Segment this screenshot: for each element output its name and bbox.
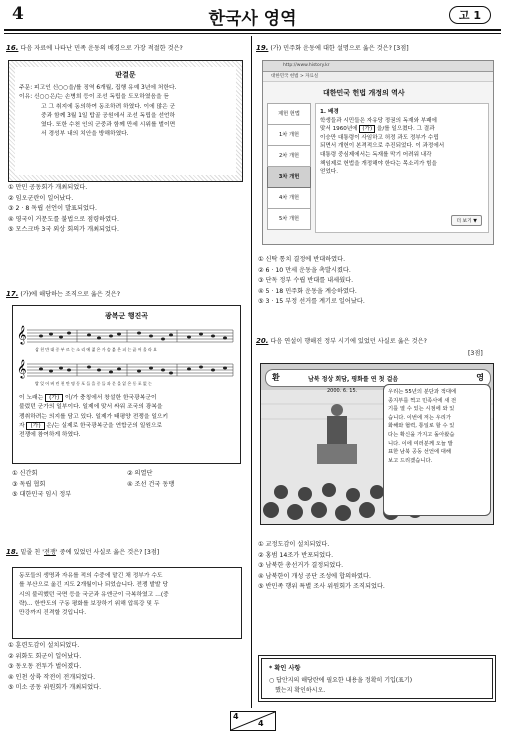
verdict-order-text: 피고인 신○○을/를 징역 6개월, 집행 유예 3년에 처한다. — [34, 85, 177, 91]
verdict-body — [15, 80, 236, 140]
answer-option[interactable]: ⑤ 대한민국 임시 정부 — [12, 491, 72, 498]
notice-line: ○ 답안지의 해당란에 필요한 내용을 정확히 기입(표기) — [269, 677, 413, 684]
speech-text — [13, 568, 241, 622]
grade-badge: 고 1 — [449, 6, 491, 24]
article-section-heading: 1. 배경 — [320, 109, 339, 115]
bubble-line: 니다. 이에 여러분께 오늘 발 — [388, 440, 453, 447]
question-18-text: ' 중에 있었던 사실로 옳은 것은? [3점] — [55, 549, 160, 556]
verdict-title: 판결문 — [115, 71, 136, 79]
blank-ga: (가) — [359, 125, 375, 133]
tab-revision[interactable]: 2차 개헌 — [267, 146, 311, 167]
answer-option[interactable]: ③ 남북한 총선거가 결정되었다. — [258, 562, 344, 569]
question-20-stem — [256, 337, 500, 346]
song-box — [12, 305, 241, 464]
desc-line: 불렀던 군가의 일부이다. 일제에 맞서 싸워 조국의 광복을 — [19, 404, 163, 411]
answer-option[interactable]: ④ 남북한이 개성 공단 조성에 합의하였다. — [258, 572, 371, 580]
article-panel — [315, 103, 489, 233]
answer-option[interactable]: ⑤ 모스크바 3국 외상 회의가 개최되었다. — [8, 226, 119, 233]
bubble-line: 습니다. 이번에 저는 우리가 — [388, 414, 452, 421]
question-20-number: 20. — [256, 337, 269, 345]
question-19-stem — [256, 44, 500, 53]
browser-address-bar[interactable]: http://www.history.kr — [263, 61, 493, 72]
speech-line: 를 부산으로 옮긴 지도 2개월이나 되었습니다. 전쟁 발발 당 — [19, 582, 169, 589]
verdict-label-order: 주문: — [19, 85, 34, 91]
answer-option[interactable]: ② 6 · 10 만세 운동을 촉발시켰다. — [258, 266, 351, 274]
notice-box — [258, 655, 496, 702]
song-lyric-line: 밥 잊 어 버 린 천 만 명 동 포 들 을 중 들 과 문 을 잃 은 동 포 없 는 — [35, 381, 152, 386]
svg-text:𝄞: 𝄞 — [17, 325, 27, 344]
banner-text: 남북 정상 회담, 평화를 연 첫 걸음 — [308, 376, 399, 383]
answer-option[interactable]: ② 임오군란이 일어났다. — [8, 194, 74, 202]
question-19-number: 19. — [256, 44, 269, 52]
question-19-text: (가) 민주화 운동에 대한 설명으로 옳은 것은? [3점] — [270, 45, 409, 52]
verdict-line: 고 그 취지에 동의하여 동조하려 하였다. 이에 많은 군 — [41, 103, 176, 110]
article-line: 얻었다. — [320, 169, 338, 176]
revision-tab-list — [267, 103, 311, 230]
answer-option[interactable]: ⑤ 3 · 15 부정 선거를 계기로 일어났다. — [258, 298, 365, 305]
answer-option[interactable]: ③ 단독 정부 수립 반대를 내세웠다. — [258, 277, 354, 284]
answer-option[interactable]: ④ 조선 건국 동맹 — [127, 480, 175, 488]
tab-revision[interactable]: 제헌 헌법 — [267, 103, 311, 125]
speech-line: 략)… 한반도의 구동 평화를 보장하기 위해 압록강 및 두 — [19, 600, 160, 607]
verdict-frame — [8, 60, 243, 182]
answer-option[interactable]: ① 훈련도감이 설치되었다. — [8, 642, 80, 649]
answer-option[interactable]: ① 교정도감이 설치되었다. — [258, 541, 330, 548]
answer-option[interactable]: ⑤ 미소 공동 위원회가 개최되었다. — [8, 684, 102, 691]
desc-text: 이 노래는 — [19, 395, 46, 401]
browser-window — [262, 60, 494, 245]
article-line: 이승만 대통령이 사임하고 허정 과도 정부가 수립 — [320, 134, 439, 141]
desc-line: 전쟁에 참여하게 하였다. — [19, 432, 81, 439]
page-title: 한국사 영역 — [208, 9, 297, 29]
question-17-options-right — [127, 469, 242, 490]
verdict-box — [15, 67, 236, 175]
question-16-number: 16. — [6, 44, 19, 52]
question-17-number: 17. — [6, 290, 19, 298]
answer-option[interactable]: ② 위화도 회군이 일어났다. — [8, 652, 82, 660]
banner-left-glyph: 환 — [272, 373, 280, 382]
answer-option[interactable]: ② 홍범 14조가 반포되었다. — [258, 551, 334, 559]
answer-option[interactable]: ① 신간회 — [12, 470, 38, 477]
question-18-options — [8, 641, 246, 694]
answer-option[interactable]: ④ 인천 상륙 작전이 전개되었다. — [8, 673, 96, 681]
bubble-line: 다는 확신을 가지고 돌아왔습 — [388, 431, 455, 438]
desc-line: 쟁취하려는 의지를 담고 있다. 일제가 태평양 전쟁을 일으키 — [19, 413, 169, 420]
answer-option[interactable]: ③ 독립 협회 — [12, 480, 46, 488]
question-18-underlined: 전쟁 — [43, 549, 56, 556]
article-line: 학생들과 시민들은 자유당 정권의 독재와 부패에 — [320, 117, 437, 124]
page-number: 4 — [12, 4, 24, 24]
tab-revision[interactable]: 5차 개헌 — [267, 209, 311, 230]
footer-total-pages: 4 — [258, 719, 264, 728]
verdict-label-reason: 이유: — [19, 94, 34, 101]
question-17-text: (가)에 해당하는 조직으로 옳은 것은? — [20, 291, 121, 298]
desc-line — [19, 422, 235, 431]
blank-ga: (가) — [26, 422, 44, 430]
article-text: 을/를 일으켰다. 그 결과 — [375, 126, 435, 133]
article-line: 대통령 중심제에서는 독재를 막기 어려워 내각 — [320, 151, 432, 158]
question-19-options — [258, 255, 498, 308]
speech-line: 만강까지 진격할 것입니다. — [19, 610, 87, 617]
notice-title: * 확인 사항 — [269, 665, 301, 672]
song-description — [19, 394, 235, 440]
more-button[interactable]: 더 보기 ▼ — [451, 215, 482, 226]
banner-right-glyph: 영 — [476, 373, 484, 382]
question-20-points: [3점] — [468, 350, 483, 357]
verdict-line — [19, 84, 232, 93]
verdict-line — [19, 93, 232, 102]
answer-option[interactable]: ③ 2 · 8 독립 선언이 발표되었다. — [8, 205, 97, 212]
question-16-text: 다음 자료에 나타난 민족 운동의 배경으로 가장 적절한 것은? — [20, 45, 183, 52]
answer-option[interactable]: ① 만민 공동회가 개최되었다. — [8, 184, 88, 191]
verdict-reason-text: 신○○은/는 손병희 등이 조선 독립을 도모하였음을 듣 — [34, 94, 170, 101]
question-20-options — [258, 540, 498, 593]
question-17-stem — [6, 290, 248, 299]
answer-option[interactable]: ④ 영국이 거문도를 불법으로 점령하였다. — [8, 215, 120, 223]
bubble-line: 기를 열 수 있는 시점에 와 있 — [388, 406, 455, 413]
tab-revision[interactable]: 4차 개헌 — [267, 188, 311, 209]
question-18-number: 18. — [6, 548, 19, 556]
svg-text:𝄞: 𝄞 — [17, 359, 27, 378]
breadcrumb: 대한민국 헌법 > 자료실 — [263, 72, 493, 82]
bubble-line: 종지부를 찍고 민족사에 새 전 — [388, 397, 457, 404]
song-title: 광복군 행진곡 — [104, 312, 148, 320]
desc-text: 은/는 실제로 한국광복군을 연합군의 일원으로 — [44, 422, 163, 429]
answer-option[interactable]: ⑤ 반민족 행위 특별 조사 위원회가 조직되었다. — [258, 583, 385, 590]
answer-option[interactable]: ④ 5 · 18 민주화 운동을 계승하였다. — [258, 287, 357, 295]
bubble-line: 화해와 협력, 통일로 할 수 있 — [388, 423, 455, 430]
footer-current-page: 4 — [233, 712, 239, 721]
question-18-text: 밑줄 친 ' — [20, 549, 44, 556]
verdict-line: 였다. 또한 수천 인의 군중과 함께 만세 시위를 벌이면 — [41, 122, 176, 129]
bubble-line: 보고 드리겠습니다. — [388, 457, 433, 464]
header-rule — [4, 29, 501, 34]
article-line — [320, 125, 484, 134]
answer-option[interactable]: ② 의열단 — [127, 470, 153, 477]
question-17-options-left — [12, 469, 122, 501]
speech-bubble-text — [384, 385, 490, 468]
article-text: 맞서 1960년에 — [320, 126, 360, 133]
speech-bubble — [383, 384, 491, 516]
article-line: 책임제로 헌법을 개정해야 한다는 목소리가 힘을 — [320, 160, 437, 167]
question-18-stem — [6, 548, 248, 557]
article-body — [316, 104, 488, 177]
bubble-line: 우리는 55년의 분단과 적대에 — [388, 389, 457, 395]
bubble-line: 표한 남북 공동 선언에 대해 — [388, 449, 452, 456]
tab-revision-active[interactable]: 3차 개헌 — [267, 167, 311, 188]
site-title: 대한민국 헌법 개정의 역사 — [323, 89, 405, 97]
desc-line — [19, 394, 235, 403]
speech-box — [12, 567, 242, 639]
verdict-line: 서 경성부 내의 치안을 방해하였다. — [41, 131, 129, 138]
tab-revision[interactable]: 1차 개헌 — [267, 125, 311, 146]
notice-line: 했는지 확인하시오. — [275, 687, 326, 694]
song-lyric-line: 삼 천 만 대 중 부 르 는 소 리 에 젊 은 가 슴 붉 은 피 는 끓 어 올 라 요 — [35, 347, 157, 352]
answer-option[interactable]: ③ 동오동 전투가 벌어졌다. — [8, 663, 82, 670]
desc-text: 자 — [19, 422, 27, 429]
question-16-stem — [6, 44, 248, 53]
question-16-options — [8, 183, 246, 236]
blank-ga: (가) — [45, 394, 63, 402]
verdict-line: 중과 함께 3월 1일 탑골 공원에서 조선 독립을 선언하 — [41, 112, 176, 119]
speech-line: 동포들의 생명과 자유를 적의 수중에 맡긴 채 정부가 수도 — [19, 573, 163, 579]
answer-option[interactable]: ① 신탁 통치 결정에 반대하였다. — [258, 256, 346, 263]
article-line: 되면서 개헌이 본격적으로 추진되었다. 이 과정에서 — [320, 143, 445, 150]
speech-line: 시의 불리했던 국면 등을 국군과 유엔군이 극복하였고 …(중 — [19, 591, 169, 598]
question-20-text: 다음 연설이 행해진 정부 시기에 있었던 사실로 옳은 것은? — [270, 338, 427, 345]
summit-photo — [260, 363, 494, 525]
speech-date: 2000. 6. 15. — [327, 388, 358, 394]
desc-text: 이/가 충칭에서 창설한 한국광복군이 — [63, 395, 157, 401]
column-divider — [251, 36, 252, 708]
